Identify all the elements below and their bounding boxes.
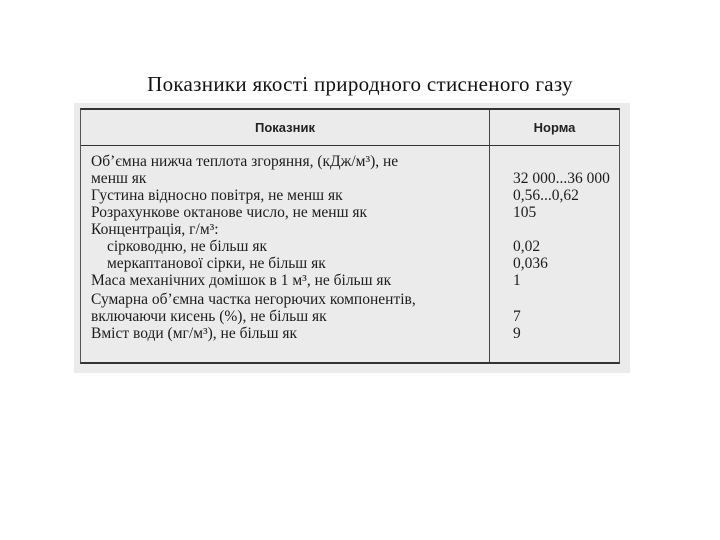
quality-table — [80, 108, 620, 364]
norm-noncombustible: 7 — [513, 308, 521, 325]
indicator-calorific-line-2: менш як — [91, 170, 147, 187]
indicator-mercaptan-sulfur: меркаптанової сірки, не більш як — [107, 255, 326, 272]
page-title: Показники якості природного стисненого газу — [147, 72, 573, 96]
indicator-concentration: Концентрація, г/м³: — [91, 221, 219, 238]
indicator-mechanical-impurities: Маса механічних домішок в 1 м³, не більш як — [91, 272, 392, 289]
indicator-octane: Розрахункове октанове число, не менш як — [91, 204, 368, 221]
norm-calorific: 32 000...36 000 — [513, 170, 610, 187]
norm-octane: 105 — [513, 204, 537, 221]
header-indicator: Показник — [255, 120, 315, 135]
column-divider — [489, 110, 490, 362]
indicator-hydrogen-sulfide: сірководню, не більш як — [107, 238, 267, 255]
norm-density: 0,56...0,62 — [513, 187, 579, 204]
header-rule — [81, 145, 619, 146]
norm-water-content: 9 — [513, 325, 521, 342]
norm-hydrogen-sulfide: 0,02 — [513, 238, 541, 255]
norm-mechanical-impurities: 1 — [513, 272, 521, 289]
indicator-calorific-line-1: Об’ємна нижча теплота згоряння, (кДж/м³), не — [91, 153, 399, 170]
norm-mercaptan-sulfur: 0,036 — [513, 255, 548, 272]
indicator-noncombustible-line-1: Сумарна об’ємна частка негорючих компонентів, — [91, 291, 416, 308]
header-norm: Норма — [533, 120, 576, 135]
indicator-noncombustible-line-2: включаючи кисень (%), не більш як — [91, 308, 327, 325]
indicator-water-content: Вміст води (мг/м³), не більш як — [91, 325, 298, 342]
indicator-density: Густина відносно повітря, не менш як — [91, 187, 343, 204]
